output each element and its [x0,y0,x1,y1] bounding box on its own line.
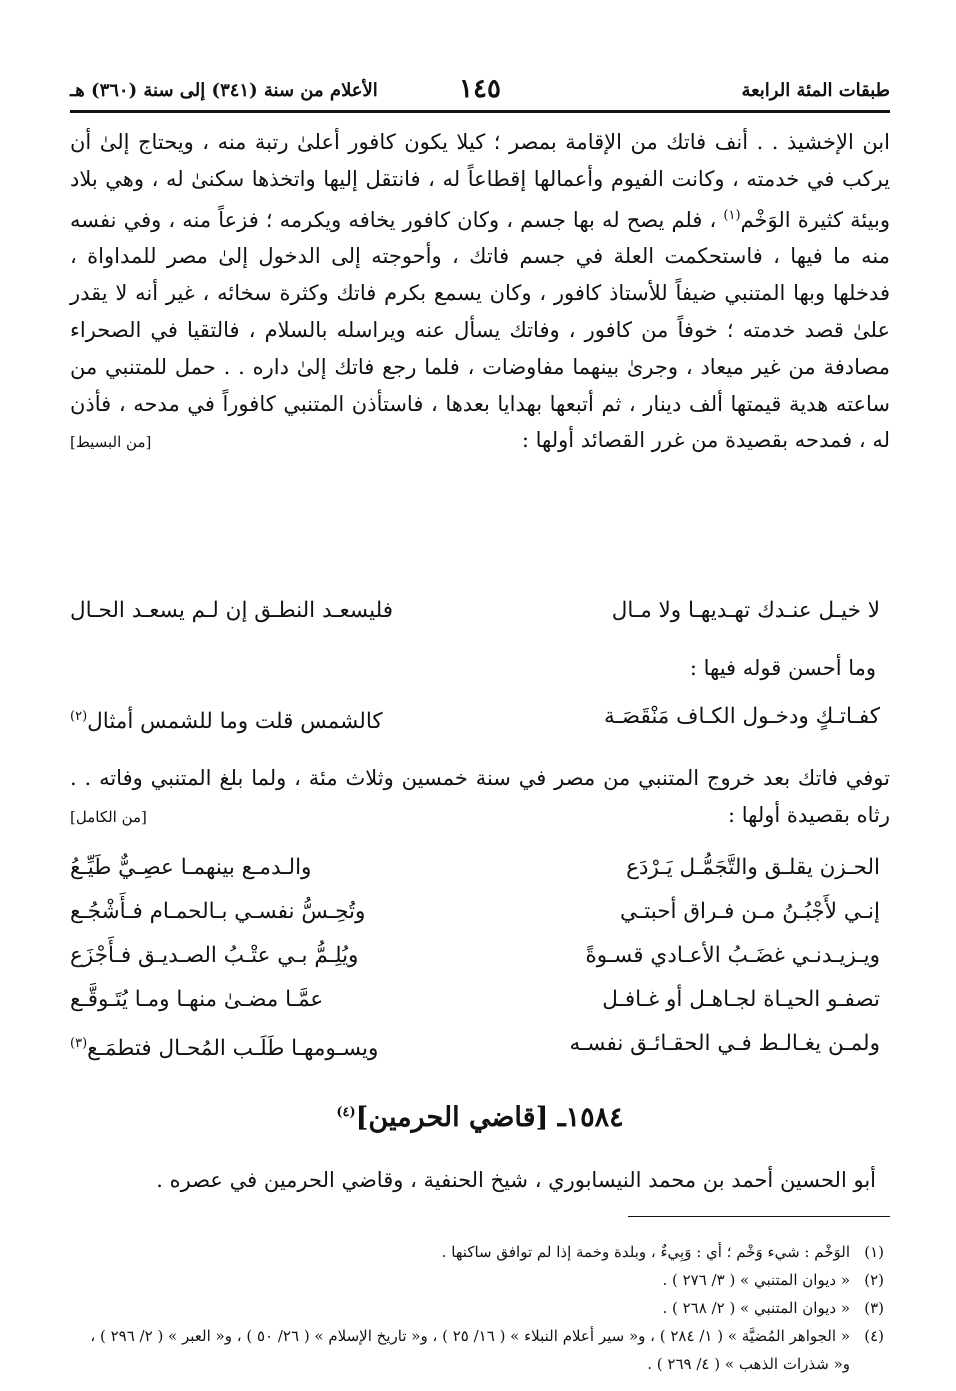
poem-verse-second: ويسـومهـا طَلَـب المُحـال فتطمَـع [87,1036,379,1062]
footnote-ref-1[interactable]: (١) [723,207,741,223]
verse-1-second-hemistich: فليسعـد النطـق إن لـم يسعـد الحـال [70,598,393,623]
verse-1 [70,590,890,632]
footnote-text: الوَخْم : شيء وَخْم ؛ أي : وَبِيءٌ ، وبلدة وخمة إذا لم توافق ساكنها . [441,1243,850,1261]
footnote-text: « الجواهر المُضيَّة » ( ١/ ٢٨٤ ) ، و« سير أعلام النبلاء » ( ١٦/ ٢٥ ) ، و« تاريخ الإسلام » ( ٢٦/ ٥٠ ) ، و« العبر » ( ٢/ ٢٩٦ ) ، و« شذرات الذهب » ( ٤/ ٢٦٩ ) . [90,1327,850,1373]
poem-verse-first: تصفـو الحيـاة لجـاهـل أو غـافـل [602,987,880,1012]
paragraph-1-text-cont: ، فلم يصح له بها جسم ، وكان كافور يخافه ويكرمه ؛ فزعاً منه ، وفي نفسه منه ما فيها ، فاستحكمت العلة في جسم فاتك ، وأحوجته إلى الدخول إلىٰ مصر للمداواة ، فدخلها وبها المتنبي ضيفاً للأستاذ كافور ، وكان يسمع بكرم فاتك وكثرة سخائه ، غير أنه لا يقدر علىٰ قصد خدمته ؛ خوفاً من كافور ، وفاتك يسأل عنه ويراسله بالسلام ، فالتقيا في الصحراء مصادفة من غير ميعاد ، وجرىٰ بينهما مفاوضات ، فلما رجع فاتك إلىٰ داره . . حمل للمتنبي من ساعته هدية قيمتها ألف دينار ، ثم أتبعها بهدايا بعدها ، فاستأذن المتنبي كافوراً في مدحه ، فأذن له ، فمدحه بقصيدة من غرر القصائد أولها : [70,207,890,453]
poem-verse [70,978,890,1022]
poem-verse-second: عمَّـا مضـىٰ منهـا ومـا يُتَـوقَّـع [70,987,324,1012]
poem-verse-second: وتُحِـسُّ نفسـي بـالحمـام فـأَشْجُـع [70,899,366,924]
poem-verse-first: إنـي لأَجْبُـنُ مـن فـراق أحبتـي [620,899,880,924]
elegy-poem [70,846,890,1066]
verse-1-first-hemistich: لا خيـل عنـدك تهـديهـا ولا مـال [611,598,880,623]
footnote-ref-3[interactable]: (٣) [70,1036,88,1051]
entry-title: ١٥٨٤ـ [قاضي الحرمين] [355,1102,624,1133]
footnote-text: « ديوان المتنبي » ( ٢/ ٢٦٨ ) . [662,1299,850,1317]
meter-label-basit: [من البسيط] [70,433,152,452]
verse-2 [70,696,890,738]
footnote-text: « ديوان المتنبي » ( ٣/ ٢٧٦ ) . [662,1271,850,1289]
footnote [70,1266,890,1294]
footnote-ref-4[interactable]: (٤) [336,1105,356,1120]
poem-verse-first: ويـزيـدنـي غضَـبُ الأعـادي قسـوةً [585,943,880,968]
footnotes [70,1238,890,1378]
poem-verse [70,890,890,934]
footnote-number: (٣) [864,1299,884,1317]
footnote-number: (١) [864,1243,884,1261]
paragraph-1-text: ابن الإخشيذ . . أنف فاتك من الإقامة بمصر ؛ كيلا يكون كافور أعلىٰ رتبة منه ، ويحتاج إلىٰ أن يركب في خدمته ، وكانت الفيوم وأعمالها إقطاعاً له ، فانتقل إليها واتخذها سكنىٰ له ، وهي بلاد وبيئة كثيرة الوَخْم [70,130,890,232]
poem-verse [70,846,890,890]
footnote-divider [628,1216,890,1217]
verse-2-second-hemistich-wrap [70,696,450,738]
verse-2-second-hemistich: كالشمس قلت وما للشمس أمثال [87,709,383,735]
verse-2-intro: وما أحسن قوله فيها : [689,656,876,680]
meter-label-kamil: [من الكامل] [70,807,147,826]
footnote-number: (٢) [864,1271,884,1289]
paragraph-2 [70,760,890,836]
poem-verse-first: ولمـن يغـالـط فـي الحقـائـق نفسـه [569,1031,880,1056]
section-title: الأعلام من سنة (٣٤١) إلى سنة (٣٦٠) هـ [70,80,378,101]
footnote-ref-2[interactable]: (٢) [70,709,88,724]
entry-text: أبو الحسين أحمد بن محمد النيسابوري ، شيخ الحنفية ، وقاضي الحرمين في عصره . [156,1168,876,1192]
poem-verse-first: الحـزن يقلـق والتَّجَمُّـل يَـرْدَع [626,855,880,880]
poem-verse-second: والـدمـع بينهمـا عصِـيٌّ طَيِّـعُ [70,855,312,880]
footnote [70,1238,890,1266]
poem-verse [70,1022,890,1066]
paragraph-2-text: توفي فاتك بعد خروج المتنبي من مصر في سنة خمسين وثلاث مئة ، ولما بلغ المتنبي وفاته . . رثاه بقصيدة أولها : [70,766,890,827]
footnote-number: (٤) [864,1327,884,1345]
footnote [70,1294,890,1322]
poem-verse-second-wrap [70,1022,450,1066]
header-divider [70,110,890,113]
poem-verse-second: ويُلِـمُّ بـي عتْـبُ الصـديـق فـأَجْزَع [70,943,359,968]
page-header [70,74,890,108]
poem-verse [70,934,890,978]
entry-heading [70,1102,890,1133]
paragraph-1 [70,124,890,461]
page-number: ١٤٥ [459,74,501,104]
book-page [70,66,890,1373]
footnote [70,1322,890,1378]
book-title: طبقات المئة الرابعة [741,80,890,101]
verse-2-first-hemistich: كفـاتـكٍ ودخـول الكـاف مَنْقَصَـة [603,704,880,729]
